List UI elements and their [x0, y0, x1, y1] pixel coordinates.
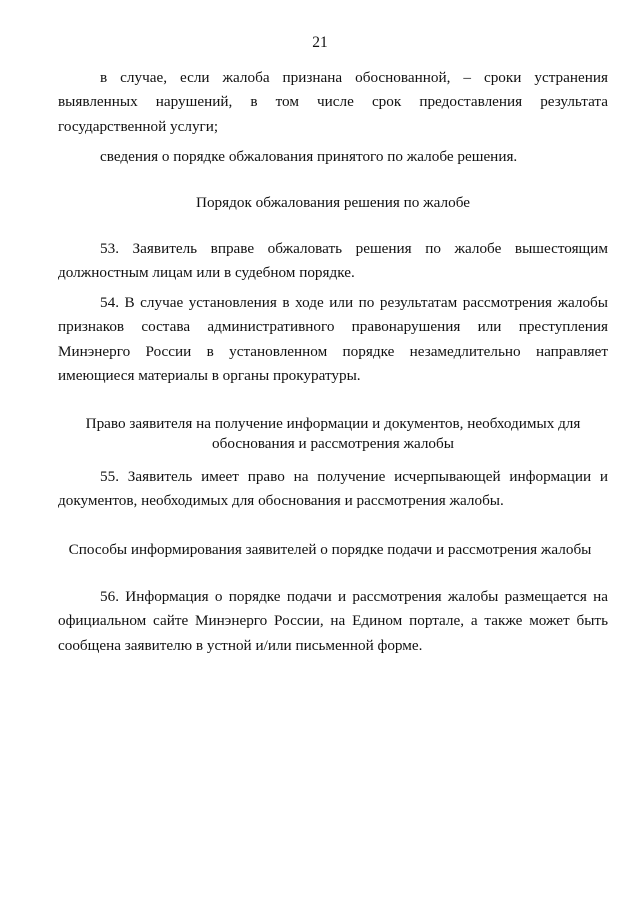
text-line: государственной услуги;: [58, 117, 219, 135]
heading-line: Право заявителя на получение информации и документов, необходимых для: [85, 415, 581, 432]
paragraph-55: [58, 465, 608, 514]
section-heading-right-to-information: [58, 414, 608, 453]
text-line: должностным лицам или в судебном порядке.: [58, 264, 355, 282]
heading-line: обоснования и рассмотрения жалобы: [212, 434, 454, 452]
text-line: имеющиеся материалы в органы прокуратуры.: [58, 367, 361, 385]
text-line: 53. Заявитель вправе обжаловать решения по жалобе вышестоящим: [100, 240, 608, 257]
text-line: документов, необходимых для обоснования и рассмотрения жалобы.: [58, 492, 504, 510]
text-line: в случае, если жалоба признана обоснованной, – сроки устранения: [100, 69, 608, 86]
section-heading-appeal-procedure: Порядок обжалования решения по жалобе: [195, 194, 470, 211]
text-line: Минэнерго России в установленном порядке незамедлительно направляет: [58, 342, 608, 360]
text-line: сведения о порядке обжалования принятого по жалобе решения.: [100, 148, 518, 165]
paragraph-54: [58, 291, 608, 389]
text-line: официальном сайте Минэнерго России, на Едином портале, а также может быть: [58, 612, 608, 630]
text-line: сообщена заявителю в устной и/или письменной форме.: [58, 636, 423, 654]
paragraph-56: [58, 585, 608, 658]
paragraph-appeal-info: [58, 145, 608, 169]
paragraph-53: [58, 237, 608, 286]
text-line: признаков состава административного правонарушения или преступления: [58, 318, 608, 336]
text-line: выявленных нарушений, в том числе срок предоставления результата: [58, 93, 608, 111]
text-line: 54. В случае установления в ходе или по результатам рассмотрения жалобы: [100, 294, 608, 311]
section-heading-informing-methods: Способы информирования заявителей о порядке подачи и рассмотрения жалобы: [68, 541, 592, 558]
paragraph-complaint-justified: [58, 66, 608, 139]
page-number: 21: [312, 34, 328, 51]
text-line: 55. Заявитель имеет право на получение исчерпывающей информации и: [100, 468, 608, 485]
text-line: 56. Информация о порядке подачи и рассмотрения жалобы размещается на: [100, 588, 608, 605]
